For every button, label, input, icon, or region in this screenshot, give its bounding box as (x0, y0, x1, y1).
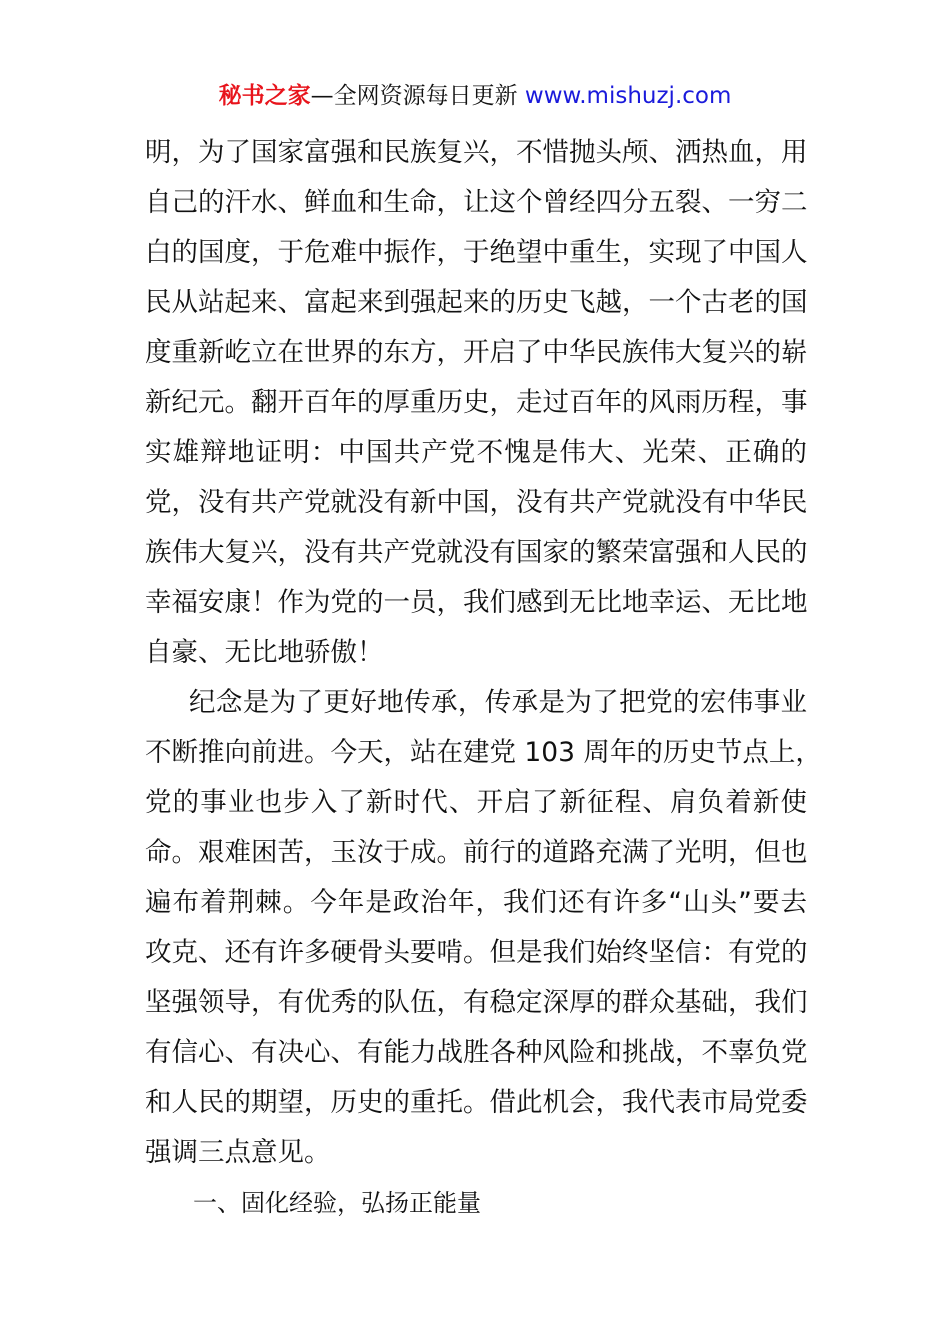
brand-name: 秘书之家 (218, 83, 311, 109)
text-line: 度重新屹立在世界的东方，开启了中华民族伟大复兴的崭 (145, 337, 808, 368)
section-heading: 一、固化经验，弘扬正能量 (193, 1189, 481, 1217)
page-header (0, 80, 950, 112)
text-line: 新纪元。翻开百年的厚重历史，走过百年的风雨历程，事 (145, 387, 808, 418)
site-url-link[interactable]: www.mishuzj.com (524, 83, 732, 109)
text-line: 遍布着荆棘。今年是政治年，我们还有许多“山头”要去 (145, 887, 807, 918)
text-line: 自豪、无比地骄傲！ (145, 637, 384, 668)
text-line: 纪念是为了更好地传承，传承是为了把党的宏伟事业 (189, 687, 807, 718)
document-body (145, 128, 822, 1228)
text-line: 攻克、还有许多硬骨头要啃。但是我们始终坚信：有党的 (145, 937, 808, 968)
text-line: 民从站起来、富起来到强起来的历史飞越，一个古老的国 (145, 287, 808, 318)
text-line: 党，没有共产党就没有新中国，没有共产党就没有中华民 (145, 487, 808, 518)
text-line: 强调三点意见。 (145, 1137, 331, 1168)
header-tagline: —全网资源每日更新 (310, 83, 518, 109)
paragraph-1 (145, 128, 807, 678)
text-line: 自己的汗水、鲜血和生命，让这个曾经四分五裂、一穷二 (145, 187, 808, 218)
text-line: 幸福安康！作为党的一员，我们感到无比地幸运、无比地 (145, 587, 808, 618)
text-line: 白的国度，于危难中振作，于绝望中重生，实现了中国人 (145, 237, 808, 268)
text-line: 命。艰难困苦，玉汝于成。前行的道路充满了光明，但也 (145, 837, 808, 868)
text-line: 党的事业也步入了新时代、开启了新征程、肩负着新使 (145, 787, 807, 818)
text-line: 和人民的期望，历史的重托。借此机会，我代表市局党委 (145, 1087, 808, 1118)
paragraph-2 (145, 678, 822, 1178)
text-line: 实雄辩地证明：中国共产党不愧是伟大、光荣、正确的 (145, 437, 807, 468)
text-line: 不断推向前进。今天，站在建党 103 周年的历史节点上， (145, 737, 822, 768)
text-line: 有信心、有决心、有能力战胜各种风险和挑战，不辜负党 (145, 1037, 808, 1068)
text-line: 明，为了国家富强和民族复兴，不惜抛头颅、洒热血，用 (145, 137, 808, 168)
text-line: 坚强领导，有优秀的队伍，有稳定深厚的群众基础，我们 (145, 987, 808, 1018)
text-line: 族伟大复兴，没有共产党就没有国家的繁荣富强和人民的 (145, 537, 808, 568)
